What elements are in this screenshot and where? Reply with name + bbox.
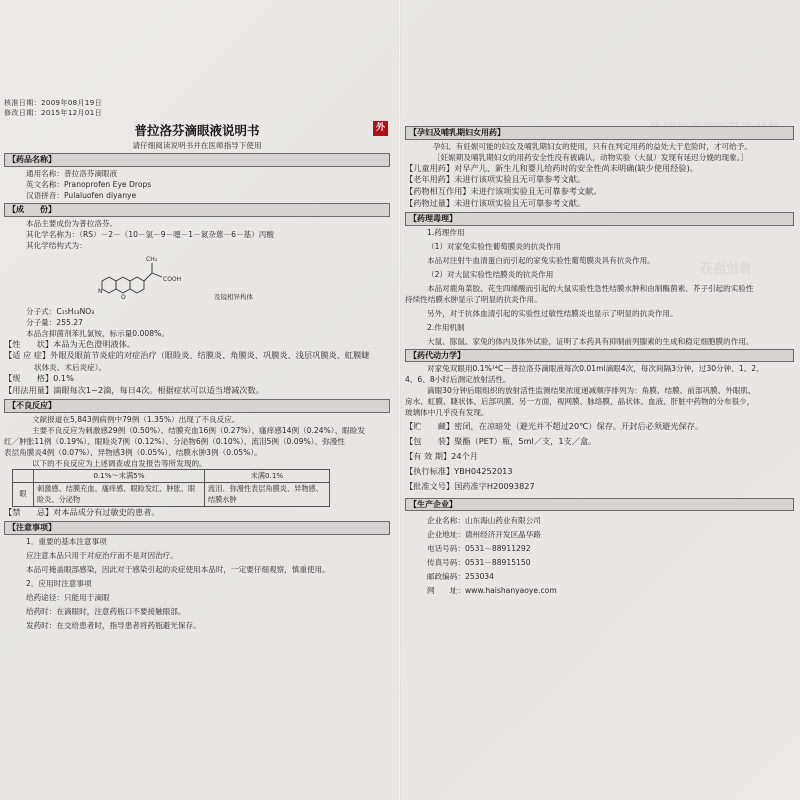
precaution-1b: 本品可掩盖眼部感染，因此对于感染引起的炎症使用本品时，一定要仔细观察，慎重使用。	[26, 564, 330, 574]
isomer-note: 及镜相异构体	[214, 292, 253, 301]
pk-p2: 滴眼30分钟后眼组织的放射活性监测结果浓度递减顺序排列为：角膜、结膜、前部巩膜、外眼肌、	[427, 386, 756, 396]
pk-p2-cont2: 玻璃体中几乎没有发现。	[405, 408, 489, 418]
chemical-structure	[94, 251, 224, 303]
approval-date: 核准日期：2009年08月19日	[4, 99, 103, 107]
pharm-2-text: 大鼠、豚鼠、家兔的体内及体外试验，证明了本药具有抑制前列腺素的生成和稳定细胞膜的作用。	[427, 336, 754, 346]
section-standard: 【执行标准】YBH04252013	[405, 466, 513, 477]
adverse-table	[12, 469, 330, 507]
table-row	[13, 483, 330, 507]
molecular-weight: 分子量：255.27	[26, 317, 83, 327]
molecular-formula: 分子式：C₁₅H₁₃NO₃	[26, 306, 95, 316]
revision-date: 修改日期：2015年12月01日	[4, 109, 103, 118]
adverse-p1: 文献报道在5,843例病例中79例（1.35%）出现了不良反应。	[32, 414, 240, 424]
section-overdose: 【药物过量】未进行该项实验且无可靠参考文献。	[405, 198, 586, 209]
adverse-p3: 以下的不良反应为上述调查或自发报告等所发现的。	[32, 458, 207, 468]
pregnancy-p1: 孕妇、有妊娠可能的妇女及哺乳期妇女的使用，只有在判定用药的益处大于危险时，才可给予。	[433, 141, 752, 151]
adverse-p2-cont2: 表层角膜炎4例（0.07%）、异物感3例（0.05%）、结膜水肿3例（0.05%）。	[4, 447, 262, 457]
pregnancy-p2: ［妊娠期及哺乳期妇女的用药安全性没有被确认，动物实验（大鼠）发现有延迟分娩的现象。］	[433, 152, 749, 162]
right-column	[401, 0, 800, 800]
table-row-label: 眼	[13, 483, 34, 507]
document-subtitle: 请仔细阅读说明书并在医师指导下使用	[132, 141, 262, 151]
pharm-1c: 另外，对于抗体血清引起的实验性过敏性结膜炎也显示了明显的抗炎作用。	[427, 308, 678, 318]
section-adverse: 【不良反应】	[4, 399, 390, 413]
section-character: 【性 状】本品为无色澄明液体。	[4, 338, 136, 349]
structure-label: 其化学结构式为：	[26, 240, 87, 250]
table-header-row	[13, 469, 330, 482]
pk-p2-cont: 房水、虹膜、睫状体、后部巩膜、另一方面，视网膜、脉络膜、晶状体、血液、肝脏中药物的分布很少，	[405, 397, 755, 407]
pharm-2: 2.作用机制	[427, 322, 465, 332]
methyl-label: CH₃	[146, 255, 158, 263]
section-validity: 【有 效 期】24个月	[405, 451, 478, 462]
main-ingredient: 本品主要成份为普拉洛芬。	[26, 218, 118, 228]
precaution-2b: 给药时：在滴眼时，注意药瓶口不要接触眼部。	[26, 606, 186, 616]
chemical-name: 其化学名称为：（RS）－2－（10－氢－9－噁－1－氮杂蒽－6－基）丙酸	[26, 229, 274, 239]
section-dosage: 【用法用量】滴眼每次1~2滴，每日4次。根据症状可以适当增减次数。	[4, 385, 264, 396]
pharm-1b-text: 本品对鹿角菜胶、花生四烯酸而引起的大鼠实验性急性结膜水肿和由制酶菌素、芥子引起的实验性	[427, 283, 754, 293]
table-header: 0.1%～未满5%	[34, 469, 205, 482]
website-url: www.haishanyaoye.com	[464, 586, 557, 596]
section-spec: 【规 格】0.1%	[4, 373, 74, 384]
manufacturer-address: 企业地址：德州经济开发区晶华路	[427, 530, 541, 540]
manufacturer-postcode: 邮政编码：253034	[427, 572, 494, 582]
section-pharmacology: 【药理毒理】	[405, 212, 794, 226]
table-cell: 流泪、弥漫性表层角膜炎、异物感、结膜水肿	[204, 483, 329, 507]
manufacturer-fax: 传真号码：0531－88915150	[427, 558, 531, 568]
pinyin-name: 汉语拼音：Pulaluofen diyanye	[26, 191, 137, 200]
section-elderly: 【老年用药】未进行该项实验且无可靠参考文献。	[405, 174, 586, 185]
nitrogen-label: N	[98, 287, 103, 295]
oxygen-label: O	[121, 293, 126, 301]
pharm-1: 1.药理作用	[427, 227, 465, 237]
manufacturer-name: 企业名称：山东海山药业有限公司	[427, 516, 541, 526]
pharm-1a: （1）对家兔实验性葡萄膜炎的抗炎作用	[427, 241, 561, 251]
precaution-1: 1．重要的基本注意事项	[26, 536, 107, 546]
document-title: 普拉洛芬滴眼液说明书	[134, 123, 260, 139]
precaution-2: 2．应用时注意事项	[26, 578, 92, 588]
english-name: 英文名称：Pranoprofen Eye Drops	[26, 180, 152, 189]
generic-name: 通用名称：普拉洛芬滴眼液	[26, 169, 118, 178]
section-storage: 【贮 藏】密闭，在凉暗处（避光并不超过20℃）保存。开封后必须避光保存。	[405, 421, 703, 432]
external-use-badge: 外	[373, 121, 388, 136]
precaution-2c: 发药时：在交给患者时，指导患者将药瓶避光保存。	[26, 620, 201, 630]
section-precautions: 【注意事项】	[4, 521, 390, 535]
section-composition: 【成 份】	[4, 203, 390, 217]
table-header: 未满0.1%	[204, 469, 329, 482]
section-drug-name: 【药品名称】	[4, 153, 390, 167]
manufacturer-website-row	[405, 585, 794, 596]
excipient-note: 本品含抑菌剂苯扎氯铵，标示量0.008%。	[26, 328, 169, 338]
section-approval: 【批准文号】国药准字H20093827	[405, 480, 535, 491]
pk-p1: 对家兔双眼用0.1%¹⁴C－普拉洛芬滴眼液每次0.01ml滴眼4次，每次间隔3分钟，过30分钟、1、2、	[427, 364, 764, 374]
section-interaction: 【药物相互作用】未进行该项实验且无可靠参考文献。	[405, 186, 602, 197]
adverse-p2: 主要不良反应为刺激感29例（0.50%）、结膜充血16例（0.27%）、瘙痒感14例（0.24%）、眼睑发	[32, 425, 365, 435]
pk-p1-cont: 4、6、8小时后测定放射活性。	[405, 375, 511, 385]
website-label: 网 址：	[427, 586, 465, 596]
bleed-through-text: 普拉洛芬	[700, 262, 753, 277]
table-cell: 刺激感、结膜充血、瘙痒感、眼睑发红、肿胀、眼睑炎、分泌物	[34, 483, 205, 507]
section-package: 【包 装】聚酯（PET）瓶，5ml／支，1支／盒。	[405, 436, 597, 447]
carboxyl-label: COOH	[163, 275, 182, 283]
structure-diagram	[4, 251, 390, 303]
section-manufacturer: 【生产企业】	[405, 498, 794, 512]
section-contraindication: 【禁 忌】对本品成分有过敏史的患者。	[4, 507, 160, 518]
section-pregnancy: 【孕妇及哺乳期妇女用药】	[405, 126, 794, 140]
pharm-1a-text: 本品对注射牛血清蛋白而引起的家兔实验性葡萄膜炎具有抗炎作用。	[427, 255, 655, 265]
indication-cont: 状体炎、术后炎症）。	[34, 363, 107, 373]
precaution-2a: 给药途径：只能用于滴眼	[26, 592, 110, 602]
section-children: 【儿童用药】对早产儿、新生儿和婴儿给药时的安全性尚未明确(缺少使用经验)。	[405, 162, 698, 173]
left-column	[0, 0, 396, 800]
manufacturer-phone: 电话号码：0531－88911292	[427, 544, 531, 554]
section-pk: 【药代动力学】	[405, 349, 794, 363]
precaution-1a: 应注意本品只用于对症治疗而不是对因治疗。	[26, 550, 178, 560]
pharm-1b: （2）对大鼠实验性结膜炎的抗炎作用	[427, 269, 554, 279]
pharm-1b-text-cont: 持续性结膜水肿显示了明显的抗炎作用。	[405, 294, 542, 304]
adverse-p2-cont: 红／肿胀11例（0.19%）、眼睑炎7例（0.12%）、分泌物6例（0.10%）、流泪5例（0.09%）、弥漫性	[4, 436, 345, 446]
document-title-row	[4, 122, 390, 140]
section-indication: 【适 应 症】外眼及眼前节炎症的对症治疗（眼睑炎、结膜炎、角膜炎、巩膜炎、浅层巩膜炎、虹膜睫	[4, 350, 370, 361]
